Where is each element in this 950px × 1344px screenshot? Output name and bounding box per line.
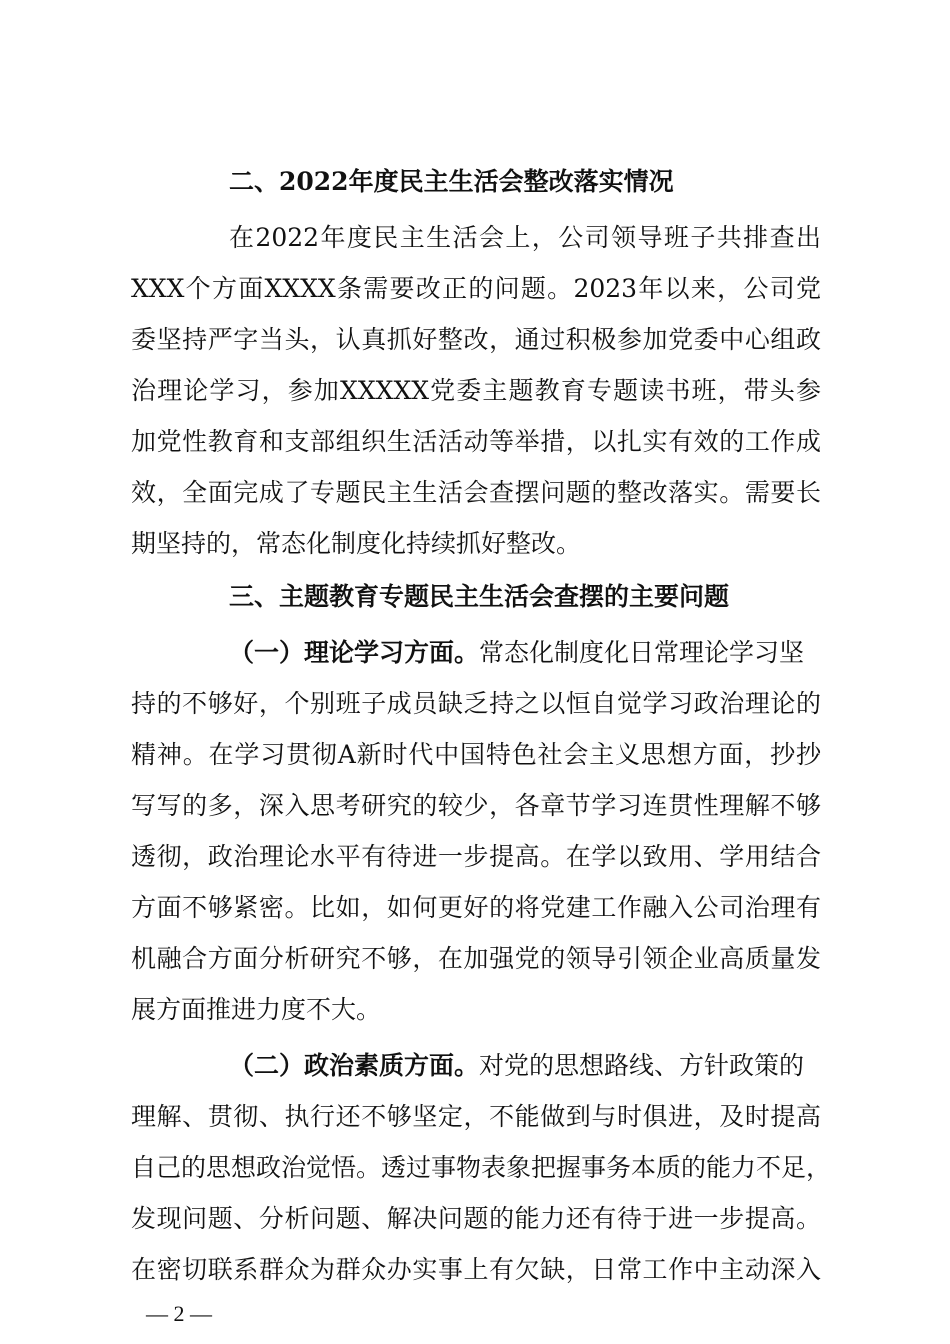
item-2-text: 对党的思想路线、方针政策的	[479, 1051, 805, 1080]
paragraph-line: 自己的思想政治觉悟。透过事物表象把握事务本质的能力不足，	[131, 1153, 832, 1182]
paragraph-line: 加党性教育和支部组织生活活动等举措，以扎实有效的工作成	[131, 427, 821, 456]
paragraph-line: 在2022年度民主生活会上，公司领导班子共排查出	[229, 223, 821, 252]
paragraph-line: 展方面推进力度不大。	[131, 995, 382, 1024]
paragraph-line: XXX个方面XXXX条需要改正的问题。2023年以来，公司党	[131, 274, 821, 303]
paragraph-line: 写写的多，深入思考研究的较少，各章节学习连贯性理解不够	[131, 791, 821, 820]
item-1-title: （一）理论学习方面。	[229, 638, 480, 667]
paragraph-line: 持的不够好，个别班子成员缺乏持之以恒自觉学习政治理论的	[131, 689, 821, 718]
item-1-first-line	[229, 635, 821, 671]
paragraph-line: 委坚持严字当头，认真抓好整改，通过积极参加党委中心组政	[131, 325, 821, 354]
page-number: — 2 —	[146, 1301, 212, 1326]
section-3-heading: 三、主题教育专题民主生活会查摆的主要问题	[229, 582, 730, 611]
paragraph-line: 透彻，政治理论水平有待进一步提高。在学以致用、学用结合	[131, 842, 821, 871]
paragraph-line: 治理论学习，参加XXXXX党委主题教育专题读书班，带头参	[131, 376, 821, 405]
paragraph-line: 发现问题、分析问题、解决问题的能力还有待于进一步提高。	[131, 1204, 821, 1233]
item-2-first-line	[229, 1048, 821, 1084]
paragraph-line: 精神。在学习贯彻A新时代中国特色社会主义思想方面，抄抄	[131, 740, 821, 769]
section-2-heading: 二、2022年度民主生活会整改落实情况	[229, 167, 674, 196]
paragraph-line: 效，全面完成了专题民主生活会查摆问题的整改落实。需要长	[131, 478, 821, 507]
paragraph-line: 理解、贯彻、执行还不够坚定，不能做到与时俱进，及时提高	[131, 1102, 821, 1131]
paragraph-line: 机融合方面分析研究不够，在加强党的领导引领企业高质量发	[131, 944, 821, 973]
item-2-title: （二）政治素质方面。	[229, 1051, 480, 1080]
paragraph-line: 在密切联系群众为群众办实事上有欠缺，日常工作中主动深入	[131, 1255, 821, 1284]
paragraph-line: 方面不够紧密。比如，如何更好的将党建工作融入公司治理有	[131, 893, 821, 922]
paragraph-line: 期坚持的，常态化制度化持续抓好整改。	[131, 529, 582, 558]
item-1-text: 常态化制度化日常理论学习坚	[479, 638, 805, 667]
